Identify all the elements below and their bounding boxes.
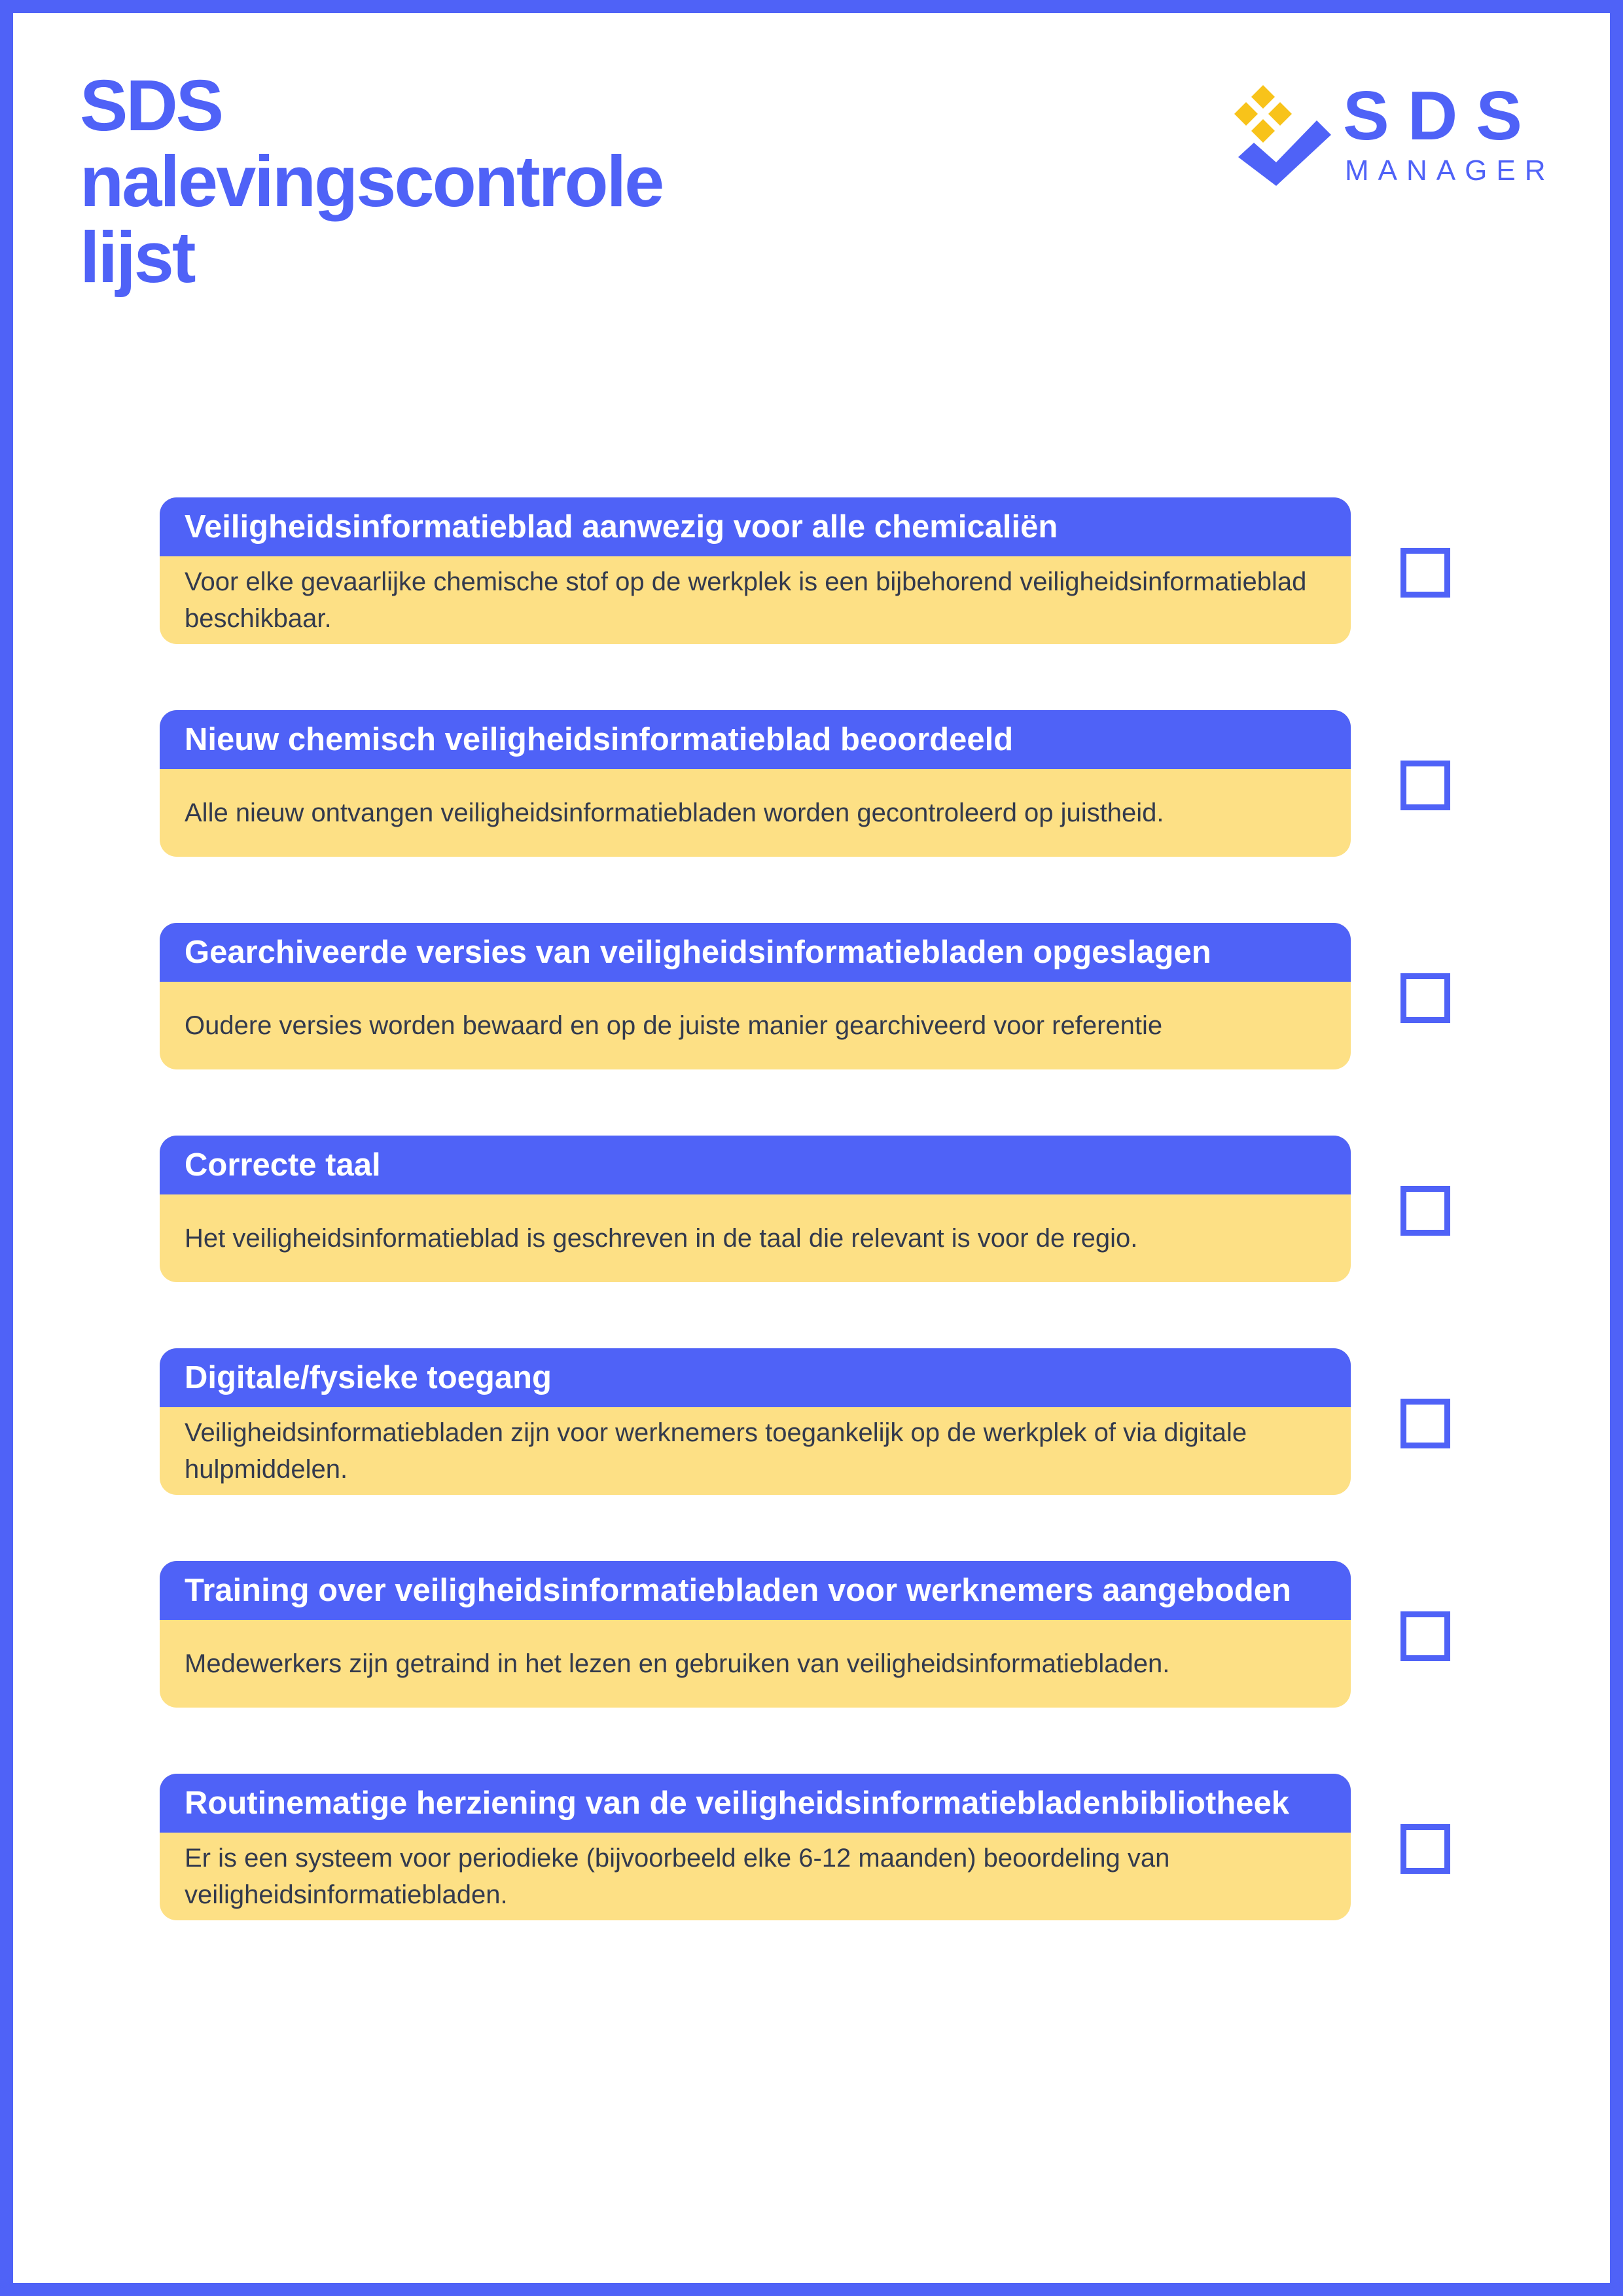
checklist-item-description: Voor elke gevaarlijke chemische stof op de werkplek is een bijbehorend veiligheidsinformatieblad beschikbaar. bbox=[185, 567, 1307, 633]
page-title-line: lijst bbox=[80, 217, 194, 298]
checklist-item-description: Medewerkers zijn getraind in het lezen en gebruiken van veiligheidsinformatiebladen. bbox=[185, 1649, 1170, 1678]
checklist-item bbox=[160, 1561, 1469, 1708]
sds-manager-logo bbox=[1212, 77, 1555, 188]
checklist-item bbox=[160, 923, 1469, 1069]
checklist-card bbox=[160, 1774, 1351, 1920]
checklist-checkbox[interactable] bbox=[1400, 1824, 1450, 1874]
checklist-item bbox=[160, 1136, 1469, 1282]
checklist-item bbox=[160, 1348, 1469, 1495]
diamond-check-icon bbox=[1212, 77, 1343, 188]
checklist-item-description: Er is een systeem voor periodieke (bijvoorbeeld elke 6-12 maanden) beoordeling van veiligheidsinformatiebladen. bbox=[185, 1844, 1170, 1909]
compliance-checklist bbox=[160, 497, 1469, 1986]
checklist-item bbox=[160, 497, 1469, 644]
checklist-checkbox[interactable] bbox=[1400, 548, 1450, 598]
checklist-checkbox[interactable] bbox=[1400, 1611, 1450, 1661]
checklist-checkbox[interactable] bbox=[1400, 1399, 1450, 1448]
page-title-line: SDS bbox=[80, 65, 223, 146]
checklist-card bbox=[160, 1348, 1351, 1495]
checklist-item-title: Routinematige herziening van de veiligheidsinformatiebladenbibliotheek bbox=[160, 1774, 1351, 1833]
checklist-item-description: Alle nieuw ontvangen veiligheidsinformatiebladen worden gecontroleerd op juistheid. bbox=[185, 798, 1164, 827]
checklist-item bbox=[160, 1774, 1469, 1920]
checklist-item-title: Training over veiligheidsinformatiebladen voor werknemers aangeboden bbox=[160, 1561, 1351, 1620]
checklist-item-title: Gearchiveerde versies van veiligheidsinformatiebladen opgeslagen bbox=[160, 923, 1351, 982]
logo-wordmark: SDS bbox=[1343, 77, 1541, 154]
checklist-checkbox[interactable] bbox=[1400, 761, 1450, 810]
checklist-item-description: Het veiligheidsinformatieblad is geschreven in de taal die relevant is voor de regio. bbox=[185, 1224, 1138, 1253]
checklist-card bbox=[160, 497, 1351, 644]
logo-subtitle: MANAGER bbox=[1345, 154, 1555, 187]
checklist-card bbox=[160, 710, 1351, 857]
checklist-item-title: Digitale/fysieke toegang bbox=[160, 1348, 1351, 1407]
checklist-checkbox[interactable] bbox=[1400, 973, 1450, 1023]
checklist-card bbox=[160, 923, 1351, 1069]
checklist-item-title: Correcte taal bbox=[160, 1136, 1351, 1194]
checklist-item-title: Veiligheidsinformatieblad aanwezig voor alle chemicaliën bbox=[160, 497, 1351, 556]
checklist-item-title: Nieuw chemisch veiligheidsinformatieblad beoordeeld bbox=[160, 710, 1351, 769]
checklist-item-description: Veiligheidsinformatiebladen zijn voor werknemers toegankelijk op de werkplek of via digitale hulpmiddelen. bbox=[185, 1418, 1247, 1484]
page-title bbox=[80, 65, 663, 298]
checklist-item-description: Oudere versies worden bewaard en op de juiste manier gearchiveerd voor referentie bbox=[185, 1011, 1163, 1040]
page-title-line: nalevingscontrole bbox=[80, 141, 663, 222]
checklist-item bbox=[160, 710, 1469, 857]
checklist-card bbox=[160, 1561, 1351, 1708]
checklist-card bbox=[160, 1136, 1351, 1282]
checklist-checkbox[interactable] bbox=[1400, 1186, 1450, 1236]
